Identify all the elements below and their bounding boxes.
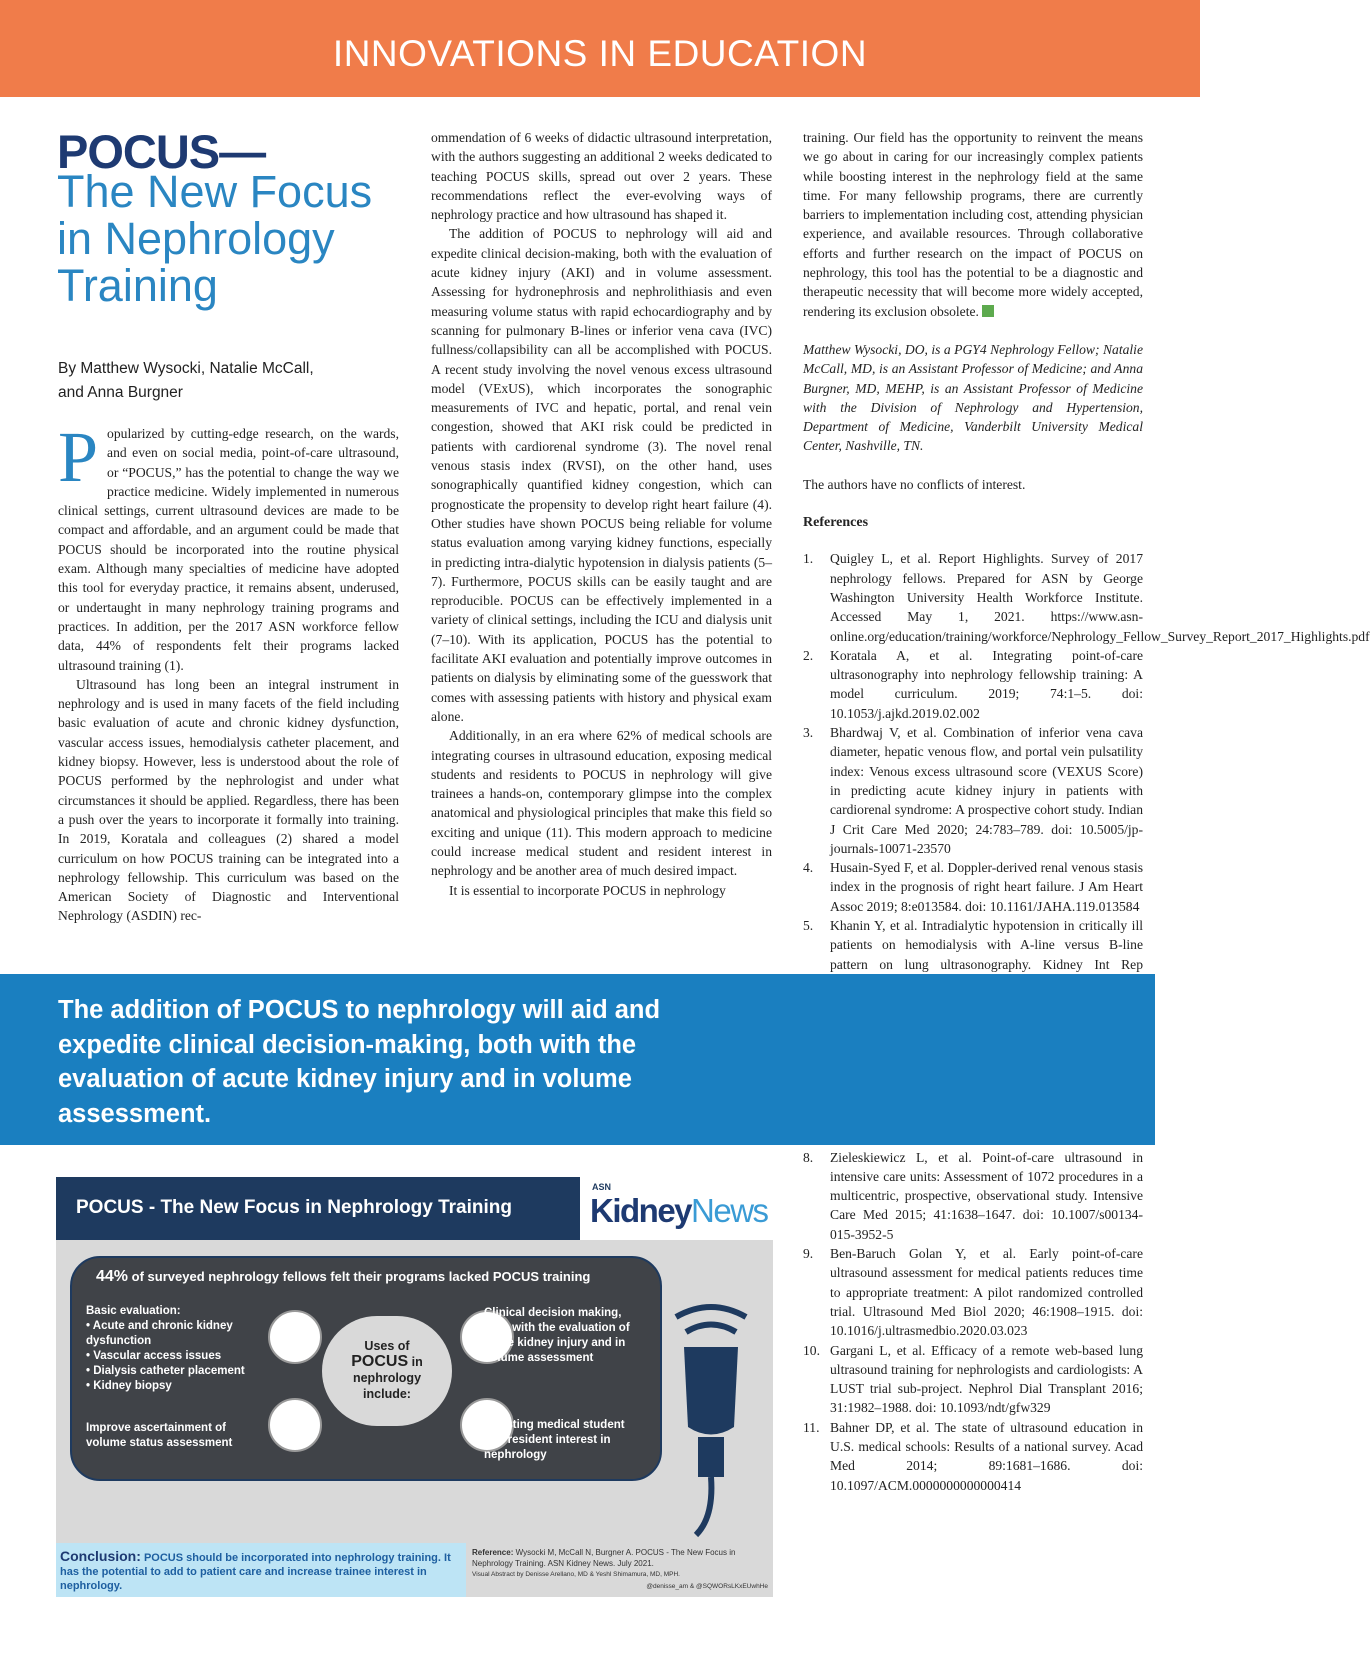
article-column-3 (803, 128, 1370, 1495)
paragraph-training (803, 128, 1143, 321)
paragraph-training-text: training. Our field has the opportunity to reinvent the means we go about in caring for our increasingly complex patients while boosting interest in the nephrology field at the same time. For many fellowship programs, there are currently barriers to implementation including cost, attending physician experience, and available resources. Through collaborative efforts and further research on the impact of POCUS on nephrology, this tool has the potential to be a diagnostic and therapeutic necessity that will become more widely accepted, rendering its exclusion obsolete. (803, 130, 1143, 319)
reference-text: Bahner DP, et al. The state of ultrasound education in U.S. medical schools: Results of a national survey. Acad Med 2014; 89:1681–1686. doi: 10.1097/ACM.0000000000000414 (830, 1419, 1143, 1493)
survey-stat-percent: 44% (96, 1268, 129, 1285)
article-title-line-2: in Nephrology (57, 213, 335, 264)
conclusion-box (56, 1543, 466, 1597)
reference-number: 11. (803, 1419, 820, 1435)
kidney-news-wordmark (590, 1192, 768, 1230)
basic-evaluation-block (86, 1304, 276, 1394)
pull-quote-box (0, 974, 1155, 1145)
paragraph-ultrasound: Ultrasound has long been an integral instrument in nephrology and is used in many facets of the field including basic evaluation of acute and chronic kidney dysfunction, vascular access issues, hemodialysis catheter placement, and kidney biopsy. However, less is understood about the role of POCUS performed by the nephrologist and under what circumstances it should be applied. Regardless, there has been a push over the years to incorporate it formally into training. In 2019, Koratala and colleagues (2) shared a model curriculum on how POCUS training can be integrated into a nephrology fellowship. This curriculum was based on the American Society of Diagnostic and Interventional Nephrology (ASDIN) rec- (58, 676, 399, 924)
conclusion-text (60, 1549, 464, 1593)
dialysis-machine-icon (268, 1398, 322, 1452)
reference-text: Ben-Baruch Golan Y, et al. Early point-of-care ultrasound assessment for medical patients reduces time to appropriate treatment: A pilot randomized controlled trial. Ultrasound Med Biol 2020; 46:1908–1915. doi: 10.1016/j.ultrasmedbio.2020.03.023 (830, 1246, 1143, 1339)
reference-text: Gargani L, et al. Efficacy of a remote web-based lung ultrasound training for nephrologists and cardiologists: A LUST trial sub-project. Nephrol Dial Transplant 2016; 31:1982–1988. doi: 10.1093/ndt/gfw329 (830, 1342, 1143, 1416)
improve-ascertainment-text: Improve ascertainment of volume status assessment (86, 1422, 233, 1449)
drop-cap: P (58, 417, 99, 497)
abstract-reference-label: Reference: (472, 1548, 514, 1557)
article-column-1 (58, 417, 399, 926)
reference-item (803, 1148, 1143, 1244)
survey-stat (96, 1268, 590, 1286)
center-line-1: Uses of (364, 1339, 410, 1353)
basic-item: • Dialysis catheter placement (86, 1364, 276, 1379)
conclusion-label: Conclusion: (60, 1548, 141, 1564)
reference-number: 2. (803, 647, 814, 663)
reference-item (803, 1418, 1143, 1495)
reference-item (803, 646, 1143, 723)
reference-number: 5. (803, 917, 814, 933)
article-title-line-1: The New Focus (57, 166, 373, 217)
kidney-news-logo (580, 1177, 773, 1240)
basic-item: • Acute and chronic kidney dysfunction (86, 1319, 276, 1349)
abstract-reference (472, 1547, 768, 1569)
byline-line-2: and Anna Burgner (58, 384, 183, 401)
logo-kidney: Kidney (590, 1192, 692, 1229)
abstract-credit: Visual Abstract by Denisse Arellano, MD & Yeshl Shimamura, MD, MPH. (472, 1571, 680, 1578)
uses-of-pocus-center (322, 1316, 452, 1426)
center-line-4: include: (363, 1387, 411, 1401)
reference-number: 8. (803, 1149, 814, 1165)
clinical-decision-text: Clinical decision making, both with the evaluation of acute kidney injury and in volume assessment (484, 1307, 630, 1364)
visual-abstract-title: POCUS - The New Focus in Nephrology Training (76, 1197, 512, 1218)
reference-number: 9. (803, 1246, 814, 1262)
article-title-main: POCUS— (57, 125, 266, 178)
reference-text: Koratala A, et al. Integrating point-of-care ultrasonography into nephrology fellowship training: A model curriculum. 2019; 74:1–5. doi: 10.1053/j.ajkd.2019.02.002 (830, 647, 1143, 721)
basic-item: • Vascular access issues (86, 1349, 276, 1364)
basic-evaluation-heading: Basic evaluation: (86, 1305, 181, 1317)
byline-line-1: By Matthew Wysocki, Natalie McCall, (58, 360, 314, 377)
paragraph-additionally: Additionally, in an era where 62% of medical schools are integrating courses in ultrasound education, exposing medical students and residents to POCUS in nephrology will give trainees a hands-on, contemporary glimpse into the complex anatomical and physiological principles that make this field so exciting and unique (11). This modern approach to medicine could increase medical student and resident interest in nephrology and be another area of much desired impact. (431, 728, 772, 879)
patient-bed-icon (268, 1310, 322, 1364)
visual-abstract (56, 1177, 773, 1597)
reference-item (803, 1341, 1143, 1418)
paragraph-intro (58, 417, 399, 675)
survey-stat-text: of surveyed nephrology fellows felt their programs lacked POCUS training (131, 1269, 591, 1284)
section-banner (0, 0, 1200, 97)
article-title-line-3: Training (57, 260, 218, 311)
reference-text: Quigley L, et al. Report Highlights. Survey of 2017 nephrology fellows. Prepared for ASN by George Washington University Health Workforce Institute. Accessed May 1, 2021. https://www.asn-online.org/education/training/workforce/Nephrology_Fellow_Survey_Report_2017_Highlights.pdf (830, 551, 1370, 644)
visual-abstract-header (56, 1177, 773, 1240)
basic-item: • Kidney biopsy (86, 1379, 276, 1394)
reference-text: Khanin Y, et al. Intradialytic hypotension in critically ill patients on hemodialysis with A-line versus B-line pattern on lung ultrasonography. Kidney Int Rep (830, 917, 1143, 972)
pull-quote-text: The addition of POCUS to nephrology will aid and expedite clinical decision-making, both with the evaluation of acute kidney injury and in volume assessment. (58, 996, 661, 1128)
reference-number: 10. (803, 1342, 820, 1358)
conclusion-body: POCUS should be incorporated into nephrology training. It has the potential to add to patient care and increase trainee interest in nephrology. (60, 1552, 451, 1592)
logo-news: News (691, 1192, 768, 1229)
ultrasound-probe-icon (656, 1277, 766, 1537)
reference-number: 3. (803, 725, 814, 741)
reference-number: 1. (803, 551, 814, 567)
paragraph-addition: The addition of POCUS to nephrology will aid and expedite clinical decision-making, both with the evaluation of acute kidney injury (AKI) and in volume assessment. Assessing for hydronephrosis and nephrolithiasis and even measuring volume status with rapid echocardiography and by scanning for pulmonary B-lines or inferior vena cava (IVC) fullness/collapsibility can all be accomplished with POCUS. A recent study involving the novel venous excess ultrasound model (VExUS), which incorporates the sonographic measurements of IVC and hepatic, portal, and renal vein congestion, showed that AKI risk could be predicted in patients with cardiorenal syndrome (3). The novel renal venous stasis index (RVSI), on the other hand, uses sonographically quantified kidney congestion, which can prognosticate the propensity to develop right heart failure (4). Other studies have shown POCUS being reliable for volume status evaluation among varying kidney functions, especially in predicting intra-dialytic hypotension in dialysis patients (5–7). Furthermore, POCUS skills can be easily taught and are reproducible. POCUS can be effectively implemented in a variety of clinical settings, including the ICU and dialysis unit (7–10). With its application, POCUS has the potential to facilitate AKI evaluation and potentially improve outcomes in patients on dialysis by eliminating some of the guesswork that comes with assessing patients with history and physical exam alone. (431, 226, 772, 724)
uses-panel (70, 1256, 662, 1481)
reference-text: Husain-Syed F, et al. Doppler-derived renal venous stasis index in the prognosis of right heart failure. J Am Heart Assoc 2019; 8:e013584. doi: 10.1161/JAHA.119.013584 (830, 860, 1143, 914)
abstract-handle: @denisse_am & @SQWORsLKxEUwhHe (646, 1583, 768, 1590)
reference-text: Zieleskiewicz L, et al. Point-of-care ultrasound in intensive care units: Assessment of 1072 procedures in a multicentric, prospective, observational study. Intensive Care Med 2015; 41:1638–1647. doi: 10.1007/s00134-015-3952-5 (830, 1149, 1143, 1242)
reference-item (803, 858, 1143, 916)
end-mark-icon (982, 305, 994, 317)
reference-number: 4. (803, 860, 814, 876)
reference-item (803, 723, 1143, 858)
boosting-interest-text: Boosting medical student and resident interest in nephrology (484, 1419, 625, 1461)
article-column-2 (431, 128, 772, 900)
conflicts-statement: The authors have no conflicts of interest. (803, 476, 1026, 492)
references-heading: References (803, 515, 869, 531)
paragraph-recommendation: ommendation of 6 weeks of didactic ultrasound interpretation, with the authors suggesting an additional 2 weeks dedicated to teaching POCUS skills, spread out over 2 years. These recommendations reflect the ever-evolving ways of nephrology practice and how ultrasound has shaped it. (431, 130, 772, 223)
paragraph-essential: It is essential to incorporate POCUS in nephrology (449, 882, 726, 898)
paragraph-intro-text: opularized by cutting-edge research, on the wards, and even on social media, point-of-care ultrasound, or “POCUS,” has the potential to change the way we practice medicine. Widely implemented in numerous clinical settings, current ultrasound devices are made to be compact and affordable, and an argument could be made that POCUS should be incorporated into the routine physical exam. Although many specialties of medicine have adopted this tool for everyday practice, it remains absent, underused, or undertaught in many nephrology training programs and practices. In addition, per the 2017 ASN workforce fellow data, 44% of respondents felt their programs lacked ultrasound training (1). (58, 426, 399, 673)
reference-text: Bhardwaj V, et al. Combination of inferior vena cava diameter, hepatic venous flow, and portal vein pulsatility index: Venous excess ultrasound score (VEXUS Score) in predicting acute kidney injury in patients with cardiorenal syndrome: A prospective cohort study. Indian J Crit Care Med 2020; 24:783–789. doi: 10.5005/jp-journals-10071-23570 (830, 725, 1143, 856)
section-label: INNOVATIONS IN EDUCATION (332, 33, 868, 74)
center-pocus: POCUS (351, 1353, 409, 1370)
asn-logo-text: ASN (592, 1182, 612, 1192)
author-bio: Matthew Wysocki, DO, is a PGY4 Nephrology Fellow; Natalie McCall, MD, is an Assistant Professor of Medicine; and Anna Burgner, MD, MEHP, is an Assistant Professor of Medicine with the Division of Nephrology and Hypertension, Department of Medicine, Vanderbilt University Medical Center, Nashville, TN. (803, 341, 1143, 454)
center-in: in (411, 1355, 423, 1369)
abstract-reference-text: Wysocki M, McCall N, Burgner A. POCUS - The New Focus in Nephrology Training. ASN Kidney News. July 2021. (472, 1548, 736, 1568)
center-line-3: nephrology (352, 1371, 422, 1385)
reference-item (803, 549, 1370, 645)
reference-item (803, 1244, 1143, 1340)
byline (58, 357, 314, 405)
